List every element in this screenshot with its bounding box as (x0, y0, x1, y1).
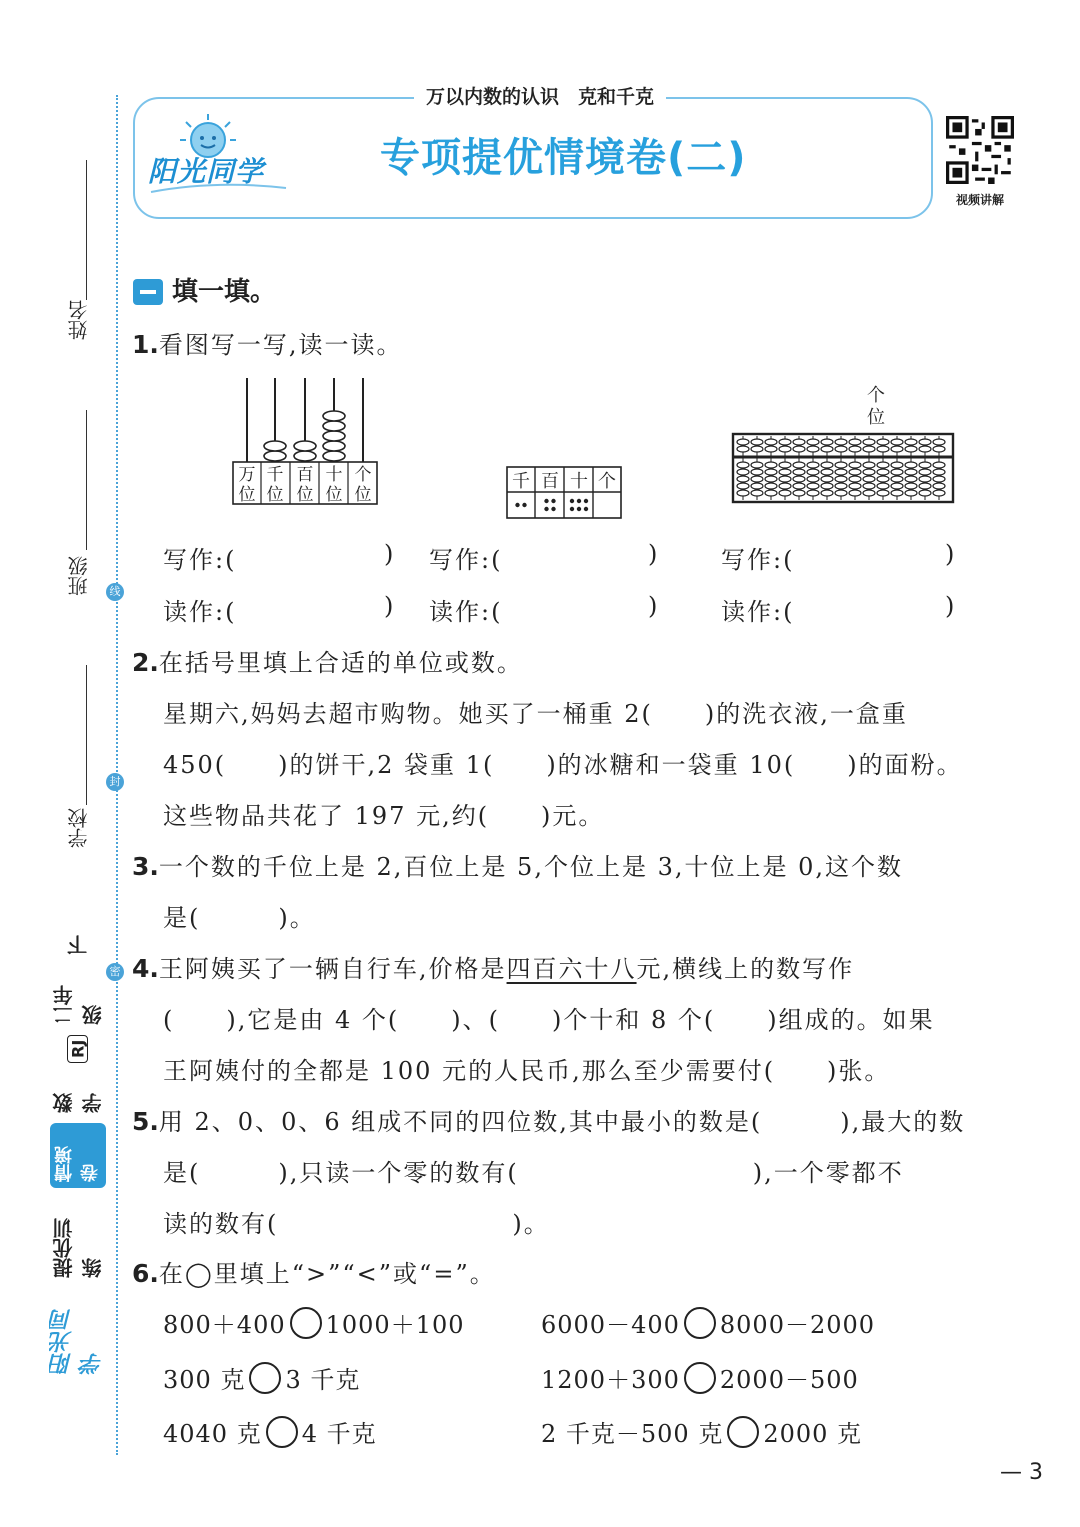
q3-text: 一个数的千位上是 2,百位上是 5,个位上是 3,十位上是 0,这个数 (158, 853, 904, 881)
school-label: 学校 (67, 808, 91, 848)
compare-1-left: 800＋400 (163, 1311, 286, 1339)
abacus-bead (264, 451, 286, 461)
q1b-write-close: ) (648, 540, 660, 568)
q4-line-2[interactable]: ( ),它是由 4 个( )、( )个十和 8 个( )组成的。如果 (163, 1006, 935, 1034)
abacus-bead (323, 421, 345, 431)
table-header-shi: 十 (570, 471, 588, 492)
abacus-bead (323, 451, 345, 461)
suanpan-ge-label: 个位 (867, 385, 885, 428)
compare-item-5 (163, 1414, 377, 1449)
compare-3-left: 300 克 (163, 1366, 246, 1394)
seal-mark-mi: 密 (106, 963, 124, 981)
compare-4-left: 1200＋300 (541, 1366, 680, 1394)
abacus-bead (294, 451, 316, 461)
q1a-write-close: ) (384, 540, 396, 568)
book-info-strip (50, 934, 106, 1375)
compare-2-left: 6000－400 (541, 1311, 680, 1339)
q1a-read-close: ) (384, 592, 396, 620)
q6-text: 在◯里填上“>”“<”或“=”。 (158, 1260, 496, 1288)
q4-line-1 (132, 949, 854, 984)
q3-line-1 (132, 847, 903, 882)
abacus-bead (323, 411, 345, 421)
seal-mark-xian: 线 (106, 583, 124, 601)
table-header-bai: 百 (541, 471, 559, 492)
q1c-read-label: 读作:( (721, 598, 795, 626)
subject-label: 数学 (52, 1092, 105, 1113)
q1-prompt (132, 325, 403, 360)
q3-number: 3. (132, 852, 159, 881)
compare-5-right: 4 千克 (301, 1420, 377, 1448)
compare-5-left: 4040 克 (163, 1420, 262, 1448)
q1a-write-row[interactable] (163, 540, 236, 575)
compare-4-right: 2000－500 (719, 1366, 859, 1394)
compare-circle-5[interactable] (266, 1416, 298, 1448)
qr-code-icon[interactable] (946, 116, 1014, 184)
seal-mark-feng: 封 (106, 773, 124, 791)
q4-underlined-price: 四百六十八 (506, 955, 637, 983)
abacus-label-qian-top: 千 (266, 465, 284, 485)
compare-item-3 (163, 1360, 360, 1395)
q2-prompt (132, 643, 523, 678)
place-value-dot (551, 499, 555, 503)
page-number-value: 3 (1029, 1460, 1043, 1485)
q1-number: 1. (132, 330, 159, 359)
name-write-line[interactable] (86, 160, 87, 300)
chapter-subtitle-text: 万以内数的认识 克和千克 (414, 86, 666, 108)
q1c-read-row[interactable] (721, 592, 794, 627)
abacus-label-ge-bottom: 位 (354, 485, 372, 505)
tag-badge: 情境卷 (50, 1123, 106, 1189)
compare-3-right: 3 千克 (285, 1366, 361, 1394)
q1c-write-close: ) (945, 540, 957, 568)
abacus-label-bai-bottom: 位 (296, 485, 314, 505)
place-value-dot-table (506, 466, 622, 520)
abacus-label-shi-bottom: 位 (325, 485, 343, 505)
class-write-line[interactable] (86, 410, 87, 550)
q1c-write-row[interactable] (721, 540, 794, 575)
q2-line-3[interactable]: 这些物品共花了 197 元,约( )元。 (163, 802, 605, 830)
compare-item-6 (541, 1414, 862, 1449)
place-value-dot (544, 507, 548, 511)
q1b-write-label: 写作:( (429, 546, 503, 574)
q1b-read-row[interactable] (429, 592, 502, 627)
q5-line-2[interactable]: 是( ),只读一个零的数有( ),一个零都不 (163, 1159, 904, 1187)
counting-abacus-figure (230, 374, 380, 506)
q1a-read-row[interactable] (163, 592, 236, 627)
compare-6-right: 2000 克 (763, 1420, 863, 1448)
abacus-bead (264, 441, 286, 451)
abacus-label-qian-bottom: 位 (266, 485, 284, 505)
term-label: 下 (66, 934, 91, 955)
school-write-line[interactable] (86, 665, 87, 805)
abacus-label-ge-top: 个 (354, 465, 372, 485)
compare-2-right: 8000－2000 (719, 1311, 876, 1339)
q5-number: 5. (132, 1107, 159, 1136)
abacus-label-bai-top: 百 (296, 465, 314, 485)
place-value-dot (544, 499, 548, 503)
place-value-dot (584, 507, 588, 511)
q6-prompt (132, 1254, 496, 1289)
place-value-dot (522, 503, 526, 507)
compare-circle-1[interactable] (290, 1307, 322, 1339)
compare-circle-6[interactable] (727, 1416, 759, 1448)
page-title: 专项提优情境卷(二) (380, 135, 747, 181)
q4-line-3[interactable]: 王阿姨付的全都是 100 元的人民币,那么至少需要付( )张。 (163, 1057, 891, 1085)
grade-label: 二年级 (52, 984, 105, 1025)
compare-1-right: 1000＋100 (325, 1311, 465, 1339)
page-number: — 3 (1000, 1460, 1043, 1485)
q4-text-b: 元,横线上的数写作 (636, 955, 855, 983)
brand-logo-text: 阳光同学 (148, 155, 265, 188)
abacus-label-wan-bottom: 位 (238, 485, 256, 505)
q1b-write-row[interactable] (429, 540, 502, 575)
table-header-qian: 千 (512, 471, 530, 492)
place-value-dot (570, 507, 574, 511)
suanpan-abacus-figure (731, 432, 955, 504)
q5-text: 用 2、0、0、6 组成不同的四位数,其中最小的数是( ),最大的数 (158, 1108, 966, 1136)
q1b-read-label: 读作:( (429, 598, 503, 626)
compare-6-left: 2 千克－500 克 (541, 1420, 724, 1448)
q6-number: 6. (132, 1259, 159, 1288)
place-value-dot (515, 503, 519, 507)
q5-line-1[interactable] (132, 1102, 965, 1137)
q2-text: 在括号里填上合适的单位或数。 (158, 649, 523, 677)
chapter-subtitle (0, 82, 1080, 109)
place-value-dot (584, 499, 588, 503)
name-label: 姓名 (67, 300, 91, 340)
compare-circle-4[interactable] (684, 1362, 716, 1394)
q5-line-3[interactable]: 读的数有( )。 (163, 1210, 550, 1238)
q3-line-2[interactable]: 是( )。 (163, 904, 316, 932)
section-one-badge (133, 279, 163, 305)
abacus-bead (323, 441, 345, 451)
q1c-read-close: ) (945, 592, 957, 620)
abacus-bead (294, 441, 316, 451)
section-one-title: 填一填。 (172, 277, 277, 307)
q2-number: 2. (132, 648, 159, 677)
q2-line-1[interactable]: 星期六,妈妈去超市购物。她买了一桶重 2( )的洗衣液,一盒重 (163, 700, 908, 728)
place-value-dot (577, 507, 581, 511)
place-value-dot (570, 499, 574, 503)
q2-line-2[interactable]: 450( )的饼干,2 袋重 1( )的冰糖和一袋重 10( )的面粉。 (163, 751, 963, 779)
compare-circle-3[interactable] (249, 1362, 281, 1394)
q1a-read-label: 读作:( (163, 598, 237, 626)
table-header-ge: 个 (598, 471, 616, 492)
abacus-bead (323, 431, 345, 441)
class-label: 班级 (67, 556, 91, 596)
q4-text-a: 王阿姨买了一辆自行车,价格是 (158, 955, 507, 983)
compare-item-1 (163, 1305, 465, 1340)
place-value-dot (577, 499, 581, 503)
q1b-read-close: ) (648, 592, 660, 620)
edition-badge: RJ (68, 1035, 89, 1063)
qr-code-label: 视频讲解 (955, 193, 1004, 207)
series-label: 提优训练 (52, 1217, 105, 1278)
brand-side-label: 阳光同学 (50, 1309, 106, 1375)
q1-text: 看图写一写,读一读。 (158, 331, 403, 359)
abacus-label-shi-top: 十 (325, 465, 343, 485)
q1a-write-label: 写作:( (163, 546, 237, 574)
compare-circle-2[interactable] (684, 1307, 716, 1339)
abacus-label-wan-top: 万 (238, 465, 256, 485)
compare-item-4 (541, 1360, 859, 1395)
place-value-dot (551, 507, 555, 511)
q1c-write-label: 写作:( (721, 546, 795, 574)
q4-number: 4. (132, 954, 159, 983)
compare-item-2 (541, 1305, 875, 1340)
